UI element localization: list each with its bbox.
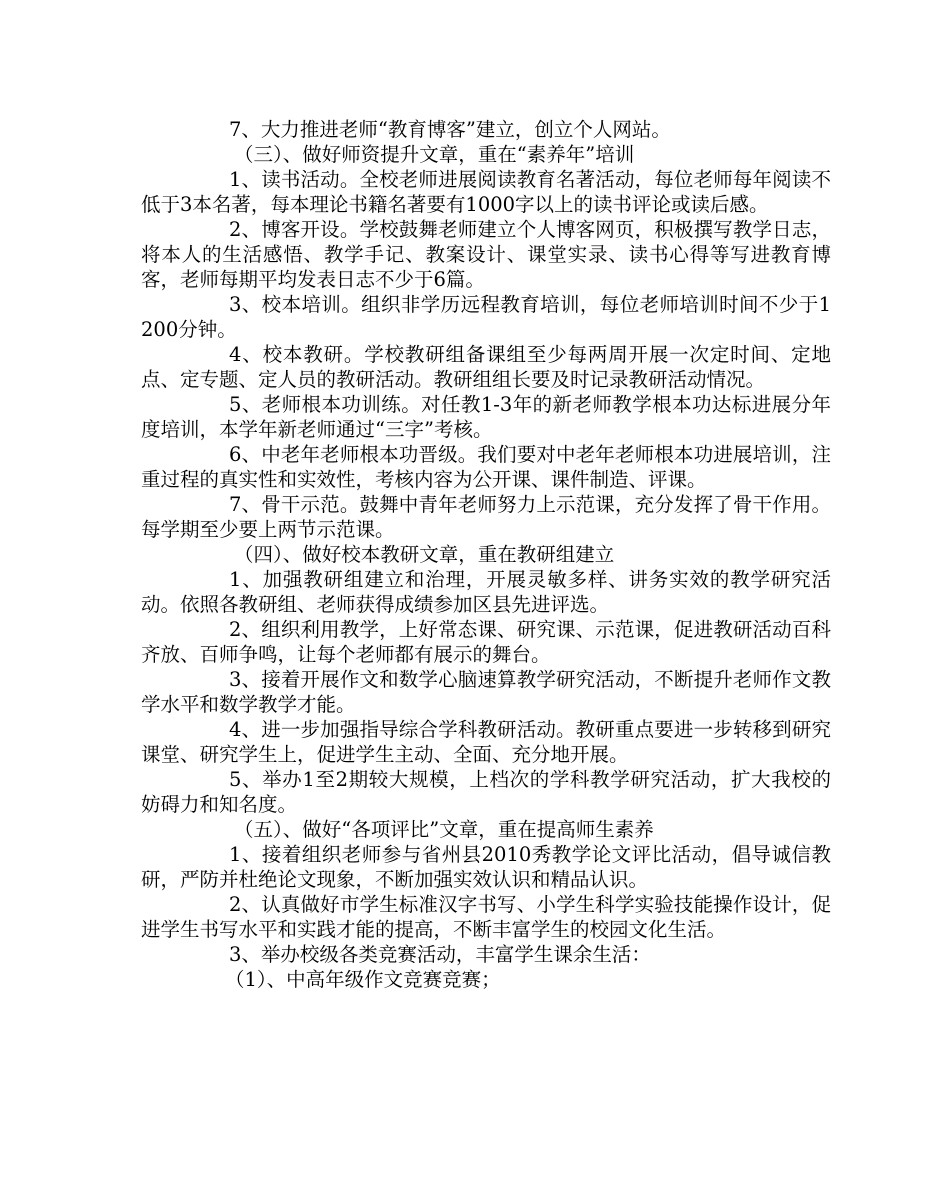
paragraph: 1、加强教研组建立和治理，开展灵敏多样、讲务实效的教学研究活动。依照各教研组、老师获得成绩参加区县先进评选。 bbox=[141, 568, 831, 616]
paragraph: 4、校本教研。学校教研组备课组至少每两周开展一次定时间、定地点、定专题、定人员的教研活动。教研组组长要及时记录教研活动情况。 bbox=[141, 343, 831, 391]
document-body bbox=[141, 117, 831, 992]
paragraph: 5、老师根本功训练。对任教1-3年的新老师教学根本功达标进展分年度培训，本学年新老师通过“三字”考核。 bbox=[141, 393, 831, 441]
paragraph: 2、博客开设。学校鼓舞老师建立个人博客网页，积极撰写教学日志，将本人的生活感悟、教学手记、教案设计、课堂实录、读书心得等写进教育博客，老师每期平均发表日志不少于6篇。 bbox=[141, 218, 831, 291]
paragraph: 1、接着组织老师参与省州县2010秀教学论文评比活动，倡导诚信教研，严防并杜绝论文现象，不断加强实效认识和精品认识。 bbox=[141, 843, 831, 891]
paragraph: 7、大力推进老师“教育博客”建立，创立个人网站。 bbox=[229, 118, 671, 141]
paragraph: 2、认真做好市学生标准汉字书写、小学生科学实验技能操作设计，促进学生书写水平和实践才能的提高，不断丰富学生的校园文化生活。 bbox=[141, 893, 831, 941]
paragraph: 3、举办校级各类竞赛活动，丰富学生课余生活： bbox=[229, 943, 651, 966]
paragraph: 2、组织利用教学，上好常态课、研究课、示范课，促进教研活动百科齐放、百师争鸣，让每个老师都有展示的舞台。 bbox=[141, 618, 831, 666]
paragraph: 7、骨干示范。鼓舞中青年老师努力上示范课，充分发挥了骨干作用。每学期至少要上两节示范课。 bbox=[141, 493, 831, 541]
sub-item: （1）、中高年级作文竞赛竞赛； bbox=[225, 968, 501, 991]
paragraph: 4、进一步加强指导综合学科教研活动。教研重点要进一步转移到研究课堂、研究学生上，促进学生主动、全面、充分地开展。 bbox=[141, 718, 831, 766]
paragraph: 5、举办1至2期较大规模，上档次的学科教学研究活动，扩大我校的妨碍力和知名度。 bbox=[141, 768, 831, 816]
paragraph: 3、校本培训。组织非学历远程教育培训，每位老师培训时间不少于1200分钟。 bbox=[141, 293, 831, 341]
paragraph: 6、中老年老师根本功晋级。我们要对中老年老师根本功进展培训，注重过程的真实性和实效性，考核内容为公开课、课件制造、评课。 bbox=[141, 443, 831, 491]
paragraph: 3、接着开展作文和数学心脑速算教学研究活动，不断提升老师作文教学水平和数学教学才能。 bbox=[141, 668, 831, 716]
section-heading: （五）、做好“各项评比”文章，重在提高师生素养 bbox=[234, 818, 654, 841]
paragraph: 1、读书活动。全校老师进展阅读教育名著活动，每位老师每年阅读不低于3本名著，每本理论书籍名著要有1000字以上的读书评论或读后感。 bbox=[141, 168, 831, 216]
section-heading: （四）、做好校本教研文章，重在教研组建立 bbox=[234, 543, 615, 566]
section-heading: （三）、做好师资提升文章，重在“素养年”培训 bbox=[234, 143, 635, 166]
